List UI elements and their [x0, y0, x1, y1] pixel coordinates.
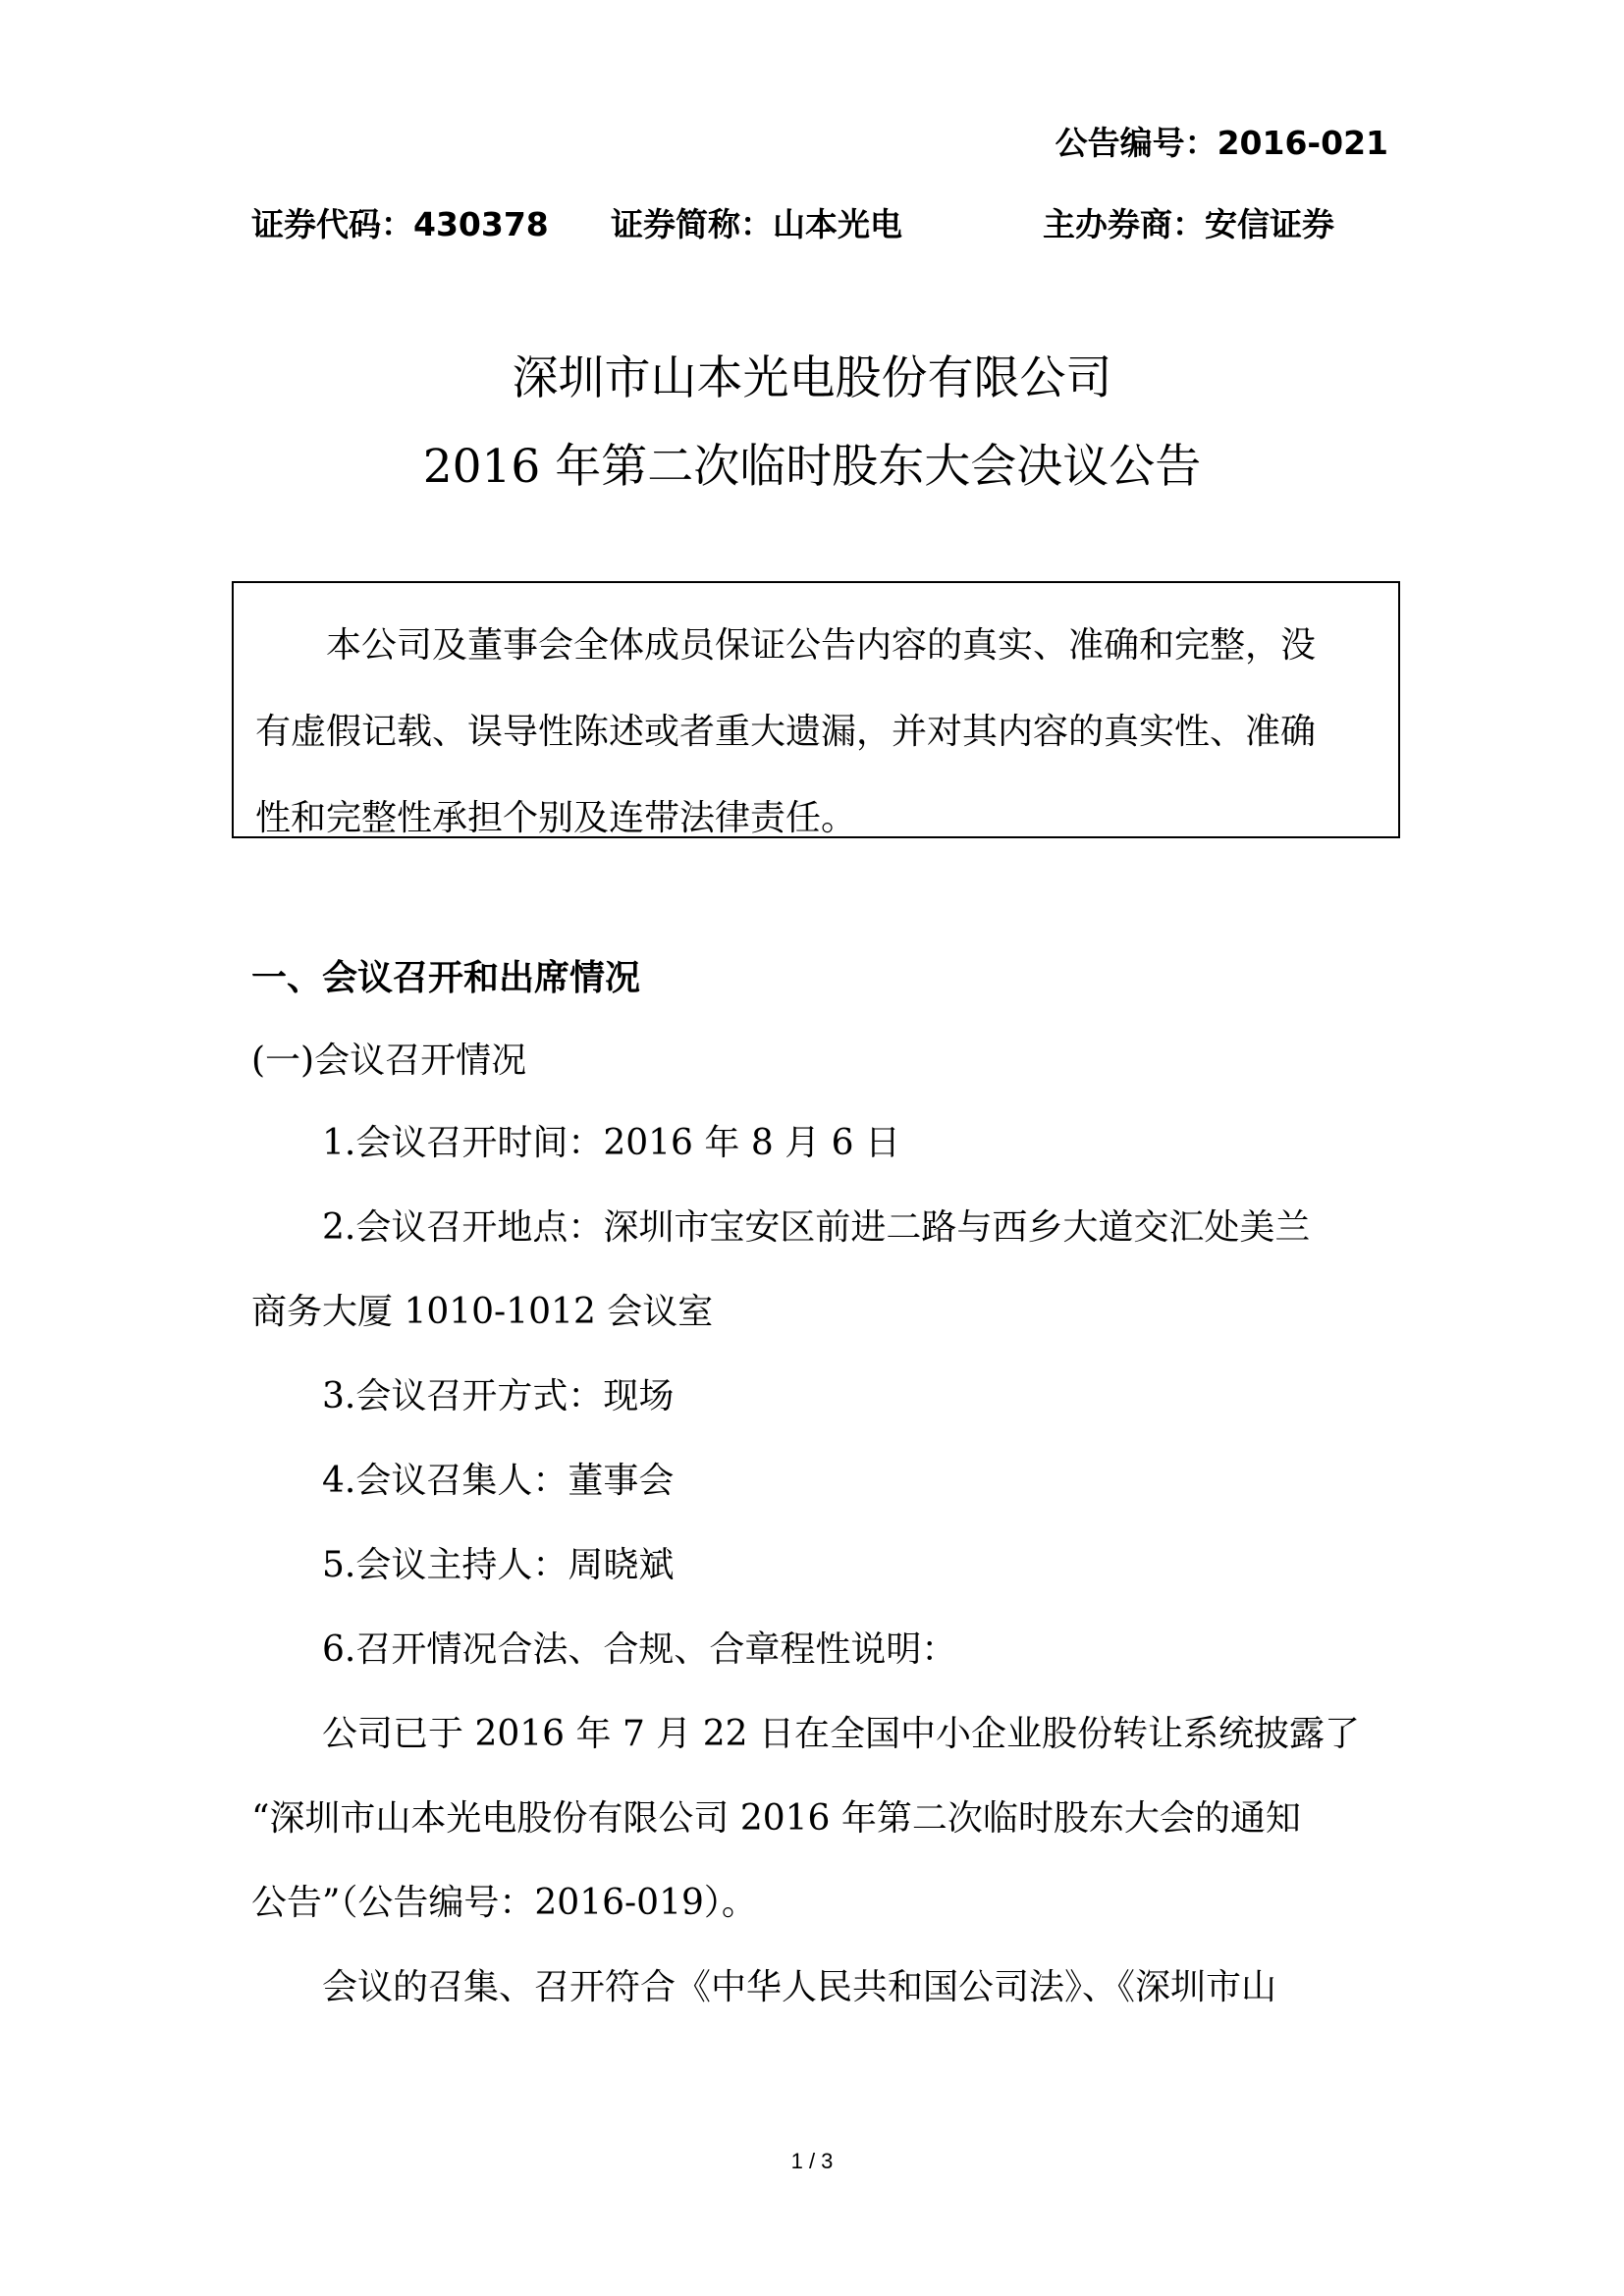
- sponsor-broker: 主办券商：安信证券: [1043, 205, 1334, 243]
- meeting-method: 3.会议召开方式：现场: [322, 1376, 675, 1416]
- meeting-host: 5.会议主持人：周晓斌: [322, 1545, 675, 1585]
- disclaimer-box: [232, 581, 1400, 838]
- meeting-legality: 6.召开情况合法、合规、合章程性说明：: [322, 1629, 957, 1670]
- paragraph-line: “深圳市山本光电股份有限公司 2016 年第二次临时股东大会的通知: [251, 1798, 1301, 1839]
- security-code: 证券代码：430378: [251, 205, 549, 243]
- section-heading: 一、会议召开和出席情况: [251, 958, 641, 998]
- meeting-time: 1.会议召开时间：2016 年 8 月 6 日: [322, 1123, 900, 1163]
- paragraph-line: 会议的召集、召开符合《中华人民共和国公司法》、《深圳市山: [322, 1967, 1277, 2007]
- disclaimer-line: 性和完整性承担个别及连带法律责任。: [255, 798, 857, 838]
- meeting-place-cont: 商务大厦 1010-1012 会议室: [251, 1292, 714, 1332]
- meeting-convener: 4.会议召集人：董事会: [322, 1461, 675, 1501]
- security-info-row: [251, 199, 1388, 242]
- page-number: 1 / 3: [790, 2149, 834, 2173]
- meeting-details: [251, 1101, 1390, 2030]
- disclaimer-line: 本公司及董事会全体成员保证公告内容的真实、准确和完整，没: [326, 625, 1317, 666]
- paragraph-line: 公告”（公告编号：2016-019）。: [251, 1883, 757, 1923]
- meeting-place: 2.会议召开地点：深圳市宝安区前进二路与西乡大道交汇处美兰: [322, 1207, 1311, 1248]
- announcement-title: 2016 年第二次临时股东大会决议公告: [422, 440, 1202, 494]
- company-title: 深圳市山本光电股份有限公司: [512, 351, 1112, 405]
- disclaimer-line: 有虚假记载、误导性陈述或者重大遗漏，并对其内容的真实性、准确: [255, 712, 1317, 752]
- security-abbreviation: 证券简称：山本光电: [611, 205, 902, 243]
- paragraph-line: 公司已于 2016 年 7 月 22 日在全国中小企业股份转让系统披露了: [322, 1714, 1360, 1754]
- notice-number: 公告编号：2016-021: [1055, 124, 1388, 162]
- subsection-heading: (一)会议召开情况: [251, 1041, 527, 1081]
